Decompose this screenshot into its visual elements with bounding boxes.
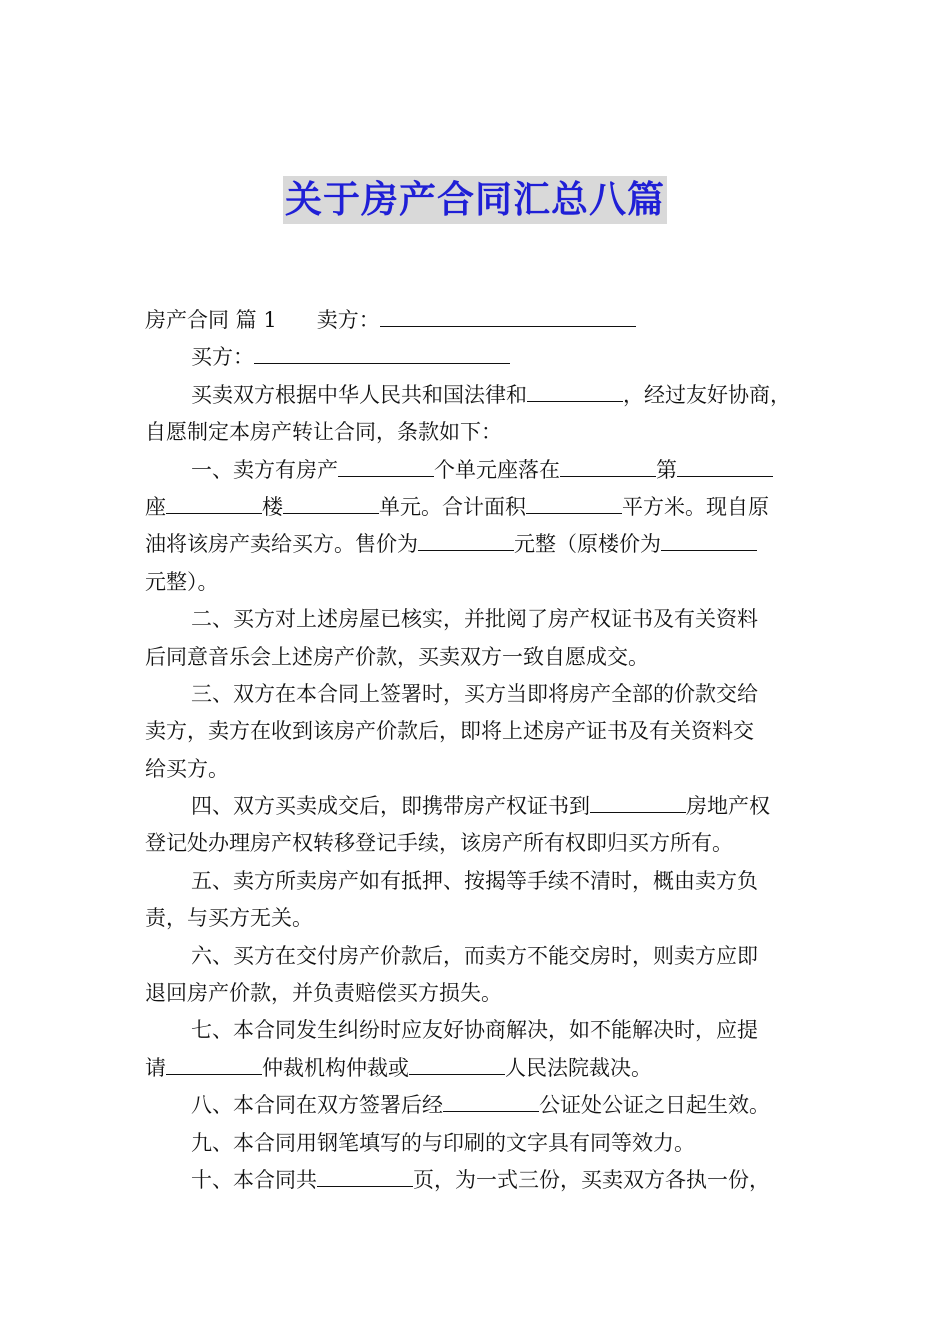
clause-1-line-2 — [145, 489, 810, 526]
clause-1-text-j: 元整）。 — [145, 569, 219, 594]
clause-1-text-c: 第 — [656, 457, 677, 482]
clause-1-text-d: 座 — [145, 494, 166, 519]
clause-8-line-1 — [145, 1087, 810, 1124]
notary-blank — [443, 1093, 539, 1112]
clause-1-line-4 — [145, 564, 810, 601]
clause-5-text-a: 五、卖方所卖房产如有抵押、按揭等手续不清时，概由卖方负 — [191, 868, 758, 893]
clause-10-text-b: 页，为一式三份，买卖双方各执一份， — [413, 1167, 770, 1192]
clause-8-text-a: 八、本合同在双方签署后经 — [191, 1093, 443, 1118]
clause-1-text-b: 个单元座落在 — [434, 457, 560, 482]
document-title: 关于房产合同汇总八篇 — [283, 176, 667, 224]
intro-line-1 — [145, 377, 810, 414]
intro-line-2 — [145, 414, 810, 451]
clause-4-line-1 — [145, 788, 810, 825]
law-blank — [527, 383, 623, 402]
clause-8-text-b: 公证处公证之日起生效。 — [539, 1093, 770, 1118]
clause-6-line-1 — [145, 938, 810, 975]
clause-4-text-a: 四、双方买卖成交后，即携带房产权证书到 — [191, 794, 590, 819]
intro-text-b: ，经过友好协商， — [623, 382, 791, 407]
buyer-label: 买方： — [191, 345, 254, 370]
original-price-blank — [661, 532, 757, 551]
intro-text-a: 买卖双方根据中华人民共和国法律和 — [191, 382, 527, 407]
clause-2-line-1 — [145, 601, 810, 638]
buyer-line — [145, 339, 810, 376]
clause-4-line-2 — [145, 825, 810, 862]
clause-7-text-b: 请 — [145, 1055, 166, 1080]
clause-3-line-3 — [145, 751, 810, 788]
clause-3-line-1 — [145, 676, 810, 713]
clause-2-text-a: 二、买方对上述房屋已核实，并批阅了房产权证书及有关资料 — [191, 607, 758, 632]
clause-7-line-2 — [145, 1050, 810, 1087]
area-blank — [526, 495, 622, 514]
clause-2-text-b: 后同意音乐会上述房产价款，买卖双方一致自愿成交。 — [145, 644, 649, 669]
clause-10-line-1 — [145, 1162, 810, 1199]
clause-7-text-c: 仲裁机构仲裁或 — [262, 1055, 409, 1080]
clause-6-text-b: 退回房产价款，并负责赔偿买方损失。 — [145, 981, 502, 1006]
clause-4-text-b: 房地产权 — [686, 794, 770, 819]
clause-1-text-h: 油将该房产卖给买方。售价为 — [145, 532, 418, 557]
clause-7-text-d: 人民法院裁决。 — [505, 1055, 652, 1080]
clause-1-text-f: 单元。合计面积 — [379, 494, 526, 519]
building-blank — [166, 495, 262, 514]
clause-5-line-2 — [145, 900, 810, 937]
contract-body — [145, 302, 810, 1199]
clause-7-text-a: 七、本合同发生纠纷时应友好协商解决，如不能解决时，应提 — [191, 1018, 758, 1043]
arbitration-blank — [166, 1056, 262, 1075]
clause-6-text-a: 六、买方在交付房产价款后，而卖方不能交房时，则卖方应即 — [191, 943, 758, 968]
clause-4-text-c: 登记处办理房产权转移登记手续，该房产所有权即归买方所有。 — [145, 831, 733, 856]
clause-3-text-b: 卖方，卖方在收到该房产价款后，即将上述房产证书及有关资料交 — [145, 719, 754, 744]
registry-blank — [590, 794, 686, 813]
clause-6-line-2 — [145, 975, 810, 1012]
clause-3-text-a: 三、双方在本合同上签署时，买方当即将房产全部的价款交给 — [191, 681, 758, 706]
clause-1-text-a: 一、卖方有房产 — [191, 457, 338, 482]
clause-3-text-c: 给买方。 — [145, 756, 229, 781]
clause-1-text-g: 平方米。现自原 — [622, 494, 769, 519]
clause-1-line-3 — [145, 526, 810, 563]
clause-5-line-1 — [145, 863, 810, 900]
title-container — [0, 176, 950, 224]
clause-1-text-e: 楼 — [262, 494, 283, 519]
buyer-blank — [254, 345, 510, 364]
clause-9-line-1 — [145, 1125, 810, 1162]
block-blank — [677, 458, 773, 477]
seller-blank — [380, 308, 636, 327]
property-units-blank — [338, 458, 434, 477]
clause-7-line-1 — [145, 1012, 810, 1049]
clause-5-text-b: 责，与买方无关。 — [145, 906, 313, 931]
unit-blank — [283, 495, 379, 514]
clause-1-text-i: 元整（原楼价为 — [514, 532, 661, 557]
price-blank — [418, 532, 514, 551]
seller-label: 卖方： — [316, 308, 380, 332]
clause-3-line-2 — [145, 713, 810, 750]
header-line — [145, 302, 810, 339]
section-label: 房产合同 篇 1 — [145, 308, 277, 332]
clause-1-line-1 — [145, 452, 810, 489]
clause-9-text: 九、本合同用钢笔填写的与印刷的文字具有同等效力。 — [191, 1130, 695, 1155]
location-blank — [560, 458, 656, 477]
clause-10-text-a: 十、本合同共 — [191, 1167, 317, 1192]
intro-text-c: 自愿制定本房产转让合同，条款如下： — [145, 420, 502, 445]
pages-blank — [317, 1168, 413, 1187]
clause-2-line-2 — [145, 639, 810, 676]
court-blank — [409, 1056, 505, 1075]
